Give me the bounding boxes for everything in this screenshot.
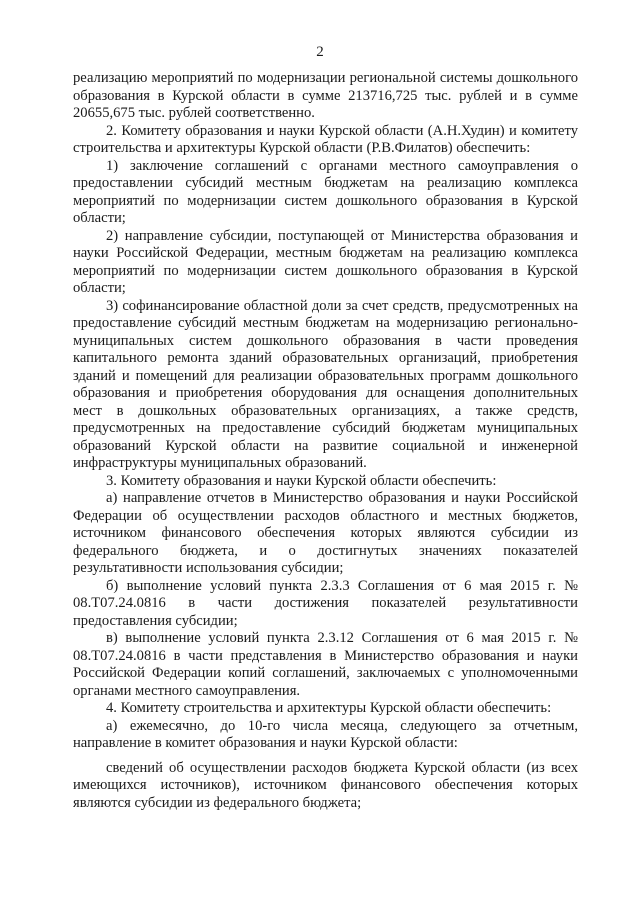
paragraph-subitem-3-a: а) направление отчетов в Министерство образования и науки Российской Федерации об осуществлении расходов областного и местных бюджетов, источником финансового обеспечения которых являются субсидии из федерального бюджета, и о достигнутых значениях показателей результативности использования субсидии; (73, 490, 578, 576)
paragraph-subitem-3-b: б) выполнение условий пункта 2.3.3 Соглашения от 6 мая 2015 г. № 08.Т07.24.0816 в части достижения показателей результативности предоставления субсидии; (73, 577, 578, 629)
paragraph-subitem-2-1: 1) заключение соглашений с органами местного самоуправления о предоставлении субсидий местным бюджетам на реализацию комплекса мероприятий по модернизации систем дошкольного образования в Курской области; (73, 157, 578, 226)
paragraph-subitem-4-a-info: сведений об осуществлении расходов бюджета Курской области (из всех имеющихся источников), источником финансового обеспечения которых являются субсидии из федерального бюджета; (73, 759, 578, 811)
page-number: 2 (316, 44, 324, 60)
paragraph-subitem-2-3: 3) софинансирование областной доли за счет средств, предусмотренных на предоставление субсидий местным бюджетам на модернизацию регионально-муниципальных систем дошкольного образования в части проведения капитального ремонта зданий образовательных организаций, приобретения зданий и помещений для реализации образовательных программ дошкольного образования и приобретения оборудования для оснащения дополнительных мест в дошкольных образовательных организациях, а также средств, предусмотренных на предоставление субсидий бюджетам муниципальных образований Курской области на развитие социальной и инженерной инфраструктуры муниципальных образований. (73, 297, 578, 471)
paragraph-subitem-4-a: а) ежемесячно, до 10-го числа месяца, следующего за отчетным, направление в комитет образования и науки Курской области: (73, 717, 578, 751)
document-body (73, 70, 578, 812)
paragraph-subitem-3-v: в) выполнение условий пункта 2.3.12 Соглашения от 6 мая 2015 г. № 08.Т07.24.0816 в части представления в Министерство образования и науки Российской Федерации копий соглашений, заключаемых с уполномоченными органами местного самоуправления. (73, 630, 578, 699)
paragraph-item-4: 4. Комитету строительства и архитектуры Курской области обеспечить: (106, 700, 552, 716)
paragraph-item-2: 2. Комитету образования и науки Курской области (А.Н.Худин) и комитету строительства и архитектуры Курской области (Р.В.Филатов) обеспечить: (73, 122, 578, 156)
paragraph-item-3: 3. Комитету образования и науки Курской области обеспечить: (106, 472, 497, 489)
paragraph-subitem-2-2: 2) направление субсидии, поступающей от Министерства образования и науки Российской Федерации, местным бюджетам на реализацию комплекса мероприятий по модернизации систем дошкольного образования в Курской области; (73, 227, 578, 296)
paragraph-continuation: реализацию мероприятий по модернизации региональной системы дошкольного образования в Курской области в сумме 213716,725 тыс. рублей и в сумме 20655,675 тыс. рублей соответственно. (73, 70, 578, 121)
